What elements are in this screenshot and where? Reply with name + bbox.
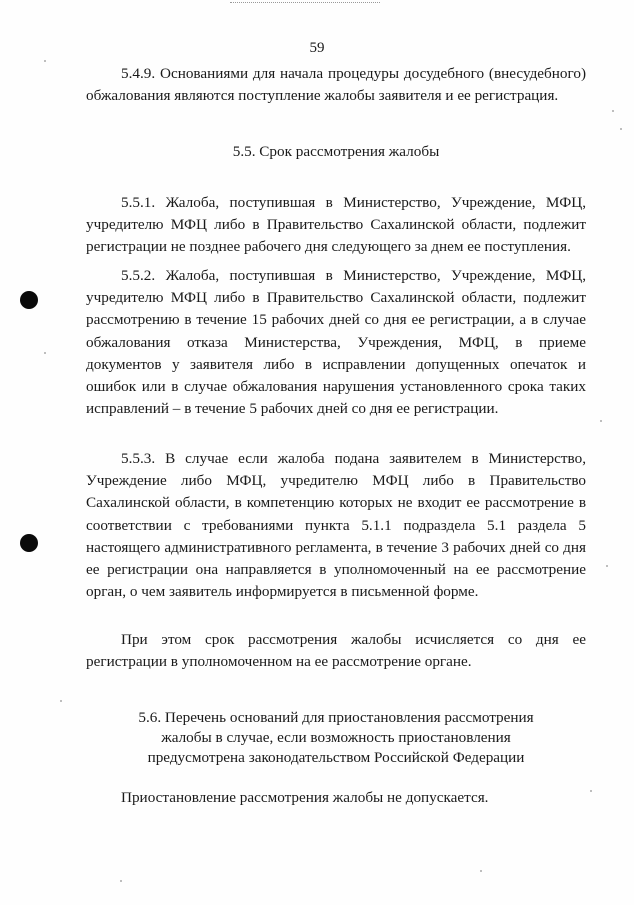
- heading-5-6: [86, 708, 586, 768]
- heading-5-5: 5.5. Срок рассмотрения жалобы: [232, 143, 440, 160]
- scan-speck: [590, 790, 592, 792]
- scan-speck: [60, 700, 62, 702]
- scan-speck: [44, 352, 46, 354]
- binder-hole-upper: [20, 291, 38, 309]
- scan-speck: [612, 110, 614, 112]
- scan-artifact: [230, 2, 380, 4]
- paragraph-5-5-2: 5.5.2. Жалоба, поступившая в Министерство, Учреждение, МФЦ, учредителю МФЦ либо в Правительство Сахалинской области, подлежит рассмотрению в течение 15 рабочих дней со дня ее регистрации, а в случае обжалования отказа Министерства, Учреждения, МФЦ, в приеме документов у заявителя либо в исправлении допущенных опечаток и ошибок или в случае обжалования нарушения установленного срока таких исправлений – в течение 5 рабочих дней со дня ее регистрации.: [86, 267, 586, 418]
- paragraph-5-5-1: 5.5.1. Жалоба, поступившая в Министерство, Учреждение, МФЦ, учредителю МФЦ либо в Правительство Сахалинской области, подлежит регистрации не позднее рабочего дня следующего за днем ее поступления.: [86, 194, 586, 256]
- scan-speck: [606, 565, 608, 567]
- heading-5-6-line-2: жалобы в случае, если возможность приостановления: [161, 729, 511, 746]
- paragraph-5-5-3: 5.5.3. В случае если жалоба подана заявителем в Министерство, Учреждение либо МФЦ, учредителю МФЦ либо в Правительство Сахалинской области, в компетенцию которых не входит ее рассмотрение в соответствии с требованиями пункта 5.1.1 подраздела 5.1 раздела 5 настоящего административного регламента, в течение 3 рабочих дней со дня ее регистрации она направляется в уполномоченный на ее рассмотрение орган, о чем заявитель информируется в письменной форме.: [86, 450, 586, 601]
- binder-hole-lower: [20, 534, 38, 552]
- paragraph-5-6: Приостановление рассмотрения жалобы не допускается.: [121, 789, 489, 806]
- page-number: 59: [309, 40, 325, 56]
- scan-speck: [44, 60, 46, 62]
- scan-speck: [620, 128, 622, 130]
- scan-speck: [120, 880, 122, 882]
- scan-speck: [600, 420, 602, 422]
- scan-speck: [480, 870, 482, 872]
- paragraph-5-5-3-continuation: При этом срок рассмотрения жалобы исчисляется со дня ее регистрации в уполномоченном на ее рассмотрение органе.: [86, 631, 586, 671]
- heading-5-6-line-1: 5.6. Перечень оснований для приостановления рассмотрения: [138, 709, 534, 726]
- heading-5-6-line-3: предусмотрена законодательством Российской Федерации: [147, 749, 525, 766]
- paragraph-5-4-9: 5.4.9. Основаниями для начала процедуры досудебного (внесудебного) обжалования являются поступление жалобы заявителя и ее регистрация.: [86, 65, 586, 105]
